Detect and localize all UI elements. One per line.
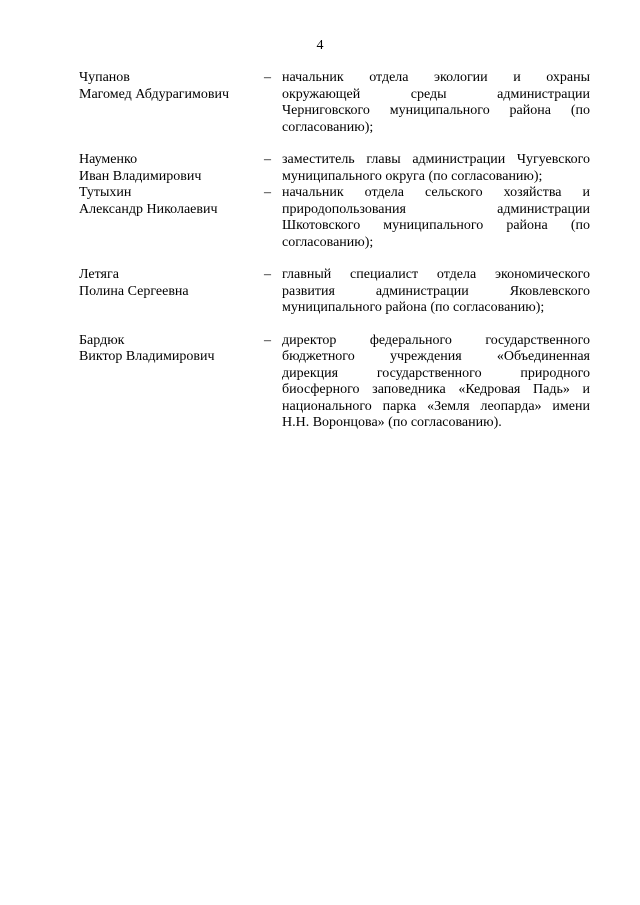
member-position	[282, 152, 590, 185]
member-given-names: Иван Владимирович	[79, 168, 202, 184]
position-line: развития администрации Яковлевского	[282, 283, 590, 299]
position-line: окружающей среды администрации	[282, 86, 590, 102]
position-line: природопользования администрации	[282, 201, 590, 217]
position-line: Шкотовского муниципального района (по	[282, 218, 590, 233]
member-entry	[79, 152, 593, 185]
member-position	[282, 70, 590, 136]
position-line: национального парка «Земля леопарда» имени	[282, 398, 590, 414]
dash-separator: –	[264, 185, 271, 200]
member-given-names: Александр Николаевич	[79, 201, 218, 217]
position-line: согласованию);	[282, 234, 374, 250]
member-given-names: Магомед Абдурагимович	[79, 86, 230, 102]
member-entry	[79, 185, 593, 251]
position-line: дирекция государственного природного	[282, 365, 590, 381]
member-name	[79, 267, 261, 317]
position-line: начальник отдела экологии и охраны	[282, 70, 590, 85]
page-number: 4	[316, 38, 324, 53]
position-line: директор федерального государственного	[282, 332, 590, 348]
member-name	[79, 185, 261, 251]
dash-separator: –	[264, 267, 271, 282]
position-line: муниципального района (по согласованию);	[282, 300, 545, 315]
dash-separator: –	[264, 152, 271, 167]
member-name	[79, 333, 261, 432]
member-given-names: Полина Сергеевна	[79, 283, 189, 299]
member-position	[282, 185, 590, 251]
member-surname: Науменко	[79, 152, 138, 167]
position-line: бюджетного учреждения «Объединенная	[282, 349, 590, 364]
dash-separator: –	[264, 70, 271, 85]
member-name	[79, 152, 261, 185]
member-surname: Бардюк	[79, 332, 125, 348]
member-surname: Чупанов	[79, 70, 130, 85]
member-given-names: Виктор Владимирович	[79, 349, 215, 364]
member-entry	[79, 333, 593, 432]
position-line: биосферного заповедника «Кедровая Падь» и	[282, 382, 590, 397]
position-line: муниципального округа (по согласованию);	[282, 168, 543, 184]
member-entry	[79, 70, 593, 136]
member-position	[282, 267, 590, 317]
position-line: Н.Н. Воронцова» (по согласованию).	[282, 415, 502, 430]
position-line: заместитель главы администрации Чугуевского	[282, 152, 590, 167]
member-surname: Тутыхин	[79, 185, 132, 200]
position-line: начальник отдела сельского хозяйства и	[282, 185, 590, 200]
member-surname: Летяга	[79, 267, 119, 282]
member-list	[79, 70, 593, 432]
position-line: согласованию);	[282, 119, 374, 135]
position-line: Черниговского муниципального района (по	[282, 103, 590, 118]
position-line: главный специалист отдела экономического	[282, 267, 590, 282]
member-position	[282, 333, 590, 432]
dash-separator: –	[264, 332, 271, 348]
member-entry	[79, 267, 593, 317]
member-name	[79, 70, 261, 136]
